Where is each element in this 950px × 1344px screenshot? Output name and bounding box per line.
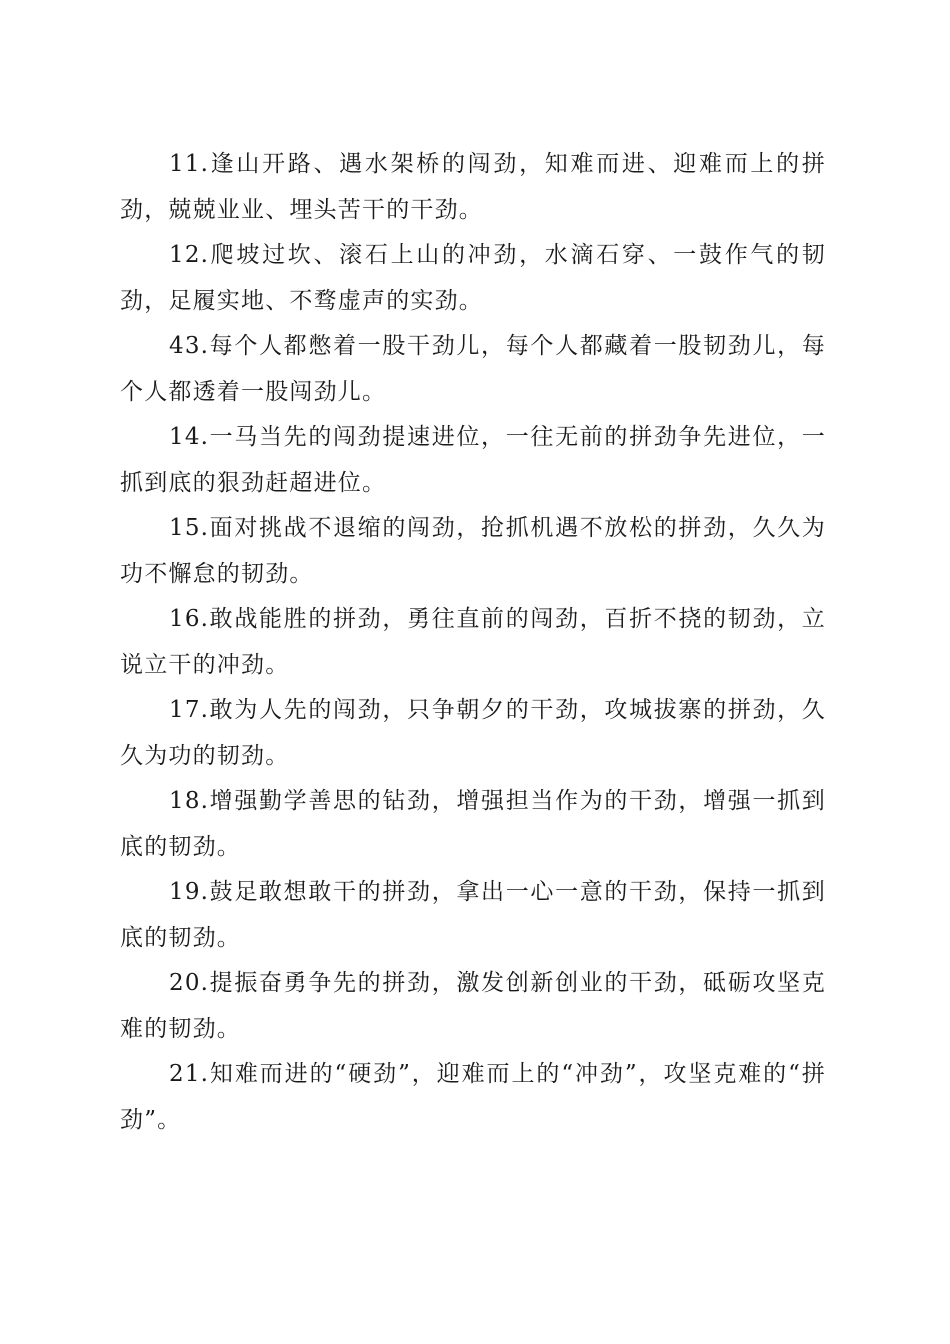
paragraph-item-11: 11.逢山开路、遇水架桥的闯劲，知难而进、迎难而上的拼劲，兢兢业业、埋头苦干的干劲。 bbox=[120, 151, 826, 223]
paragraph-item-43: 43.每个人都憋着一股干劲儿，每个人都藏着一股韧劲儿，每个人都透着一股闯劲儿。 bbox=[120, 333, 826, 405]
document-body bbox=[120, 142, 826, 1143]
paragraph-item-12: 12.爬坡过坎、滚石上山的冲劲，水滴石穿、一鼓作气的韧劲，足履实地、不骛虚声的实劲。 bbox=[120, 242, 826, 314]
paragraph-item-20: 20.提振奋勇争先的拼劲，激发创新创业的干劲，砥砺攻坚克难的韧劲。 bbox=[120, 970, 826, 1042]
paragraph-item-19: 19.鼓足敢想敢干的拼劲，拿出一心一意的干劲，保持一抓到底的韧劲。 bbox=[120, 879, 826, 951]
paragraph-item-17: 17.敢为人先的闯劲，只争朝夕的干劲，攻城拔寨的拼劲，久久为功的韧劲。 bbox=[120, 697, 826, 769]
paragraph-item-21: 21.知难而进的“硬劲”，迎难而上的“冲劲”，攻坚克难的“拼劲”。 bbox=[120, 1061, 826, 1133]
paragraph-item-14: 14.一马当先的闯劲提速进位，一往无前的拼劲争先进位，一抓到底的狠劲赶超进位。 bbox=[120, 424, 826, 496]
paragraph-item-15: 15.面对挑战不退缩的闯劲，抢抓机遇不放松的拼劲，久久为功不懈怠的韧劲。 bbox=[120, 515, 826, 587]
paragraph-item-16: 16.敢战能胜的拼劲，勇往直前的闯劲，百折不挠的韧劲，立说立干的冲劲。 bbox=[120, 606, 826, 678]
paragraph-item-18: 18.增强勤学善思的钻劲，增强担当作为的干劲，增强一抓到底的韧劲。 bbox=[120, 788, 826, 860]
